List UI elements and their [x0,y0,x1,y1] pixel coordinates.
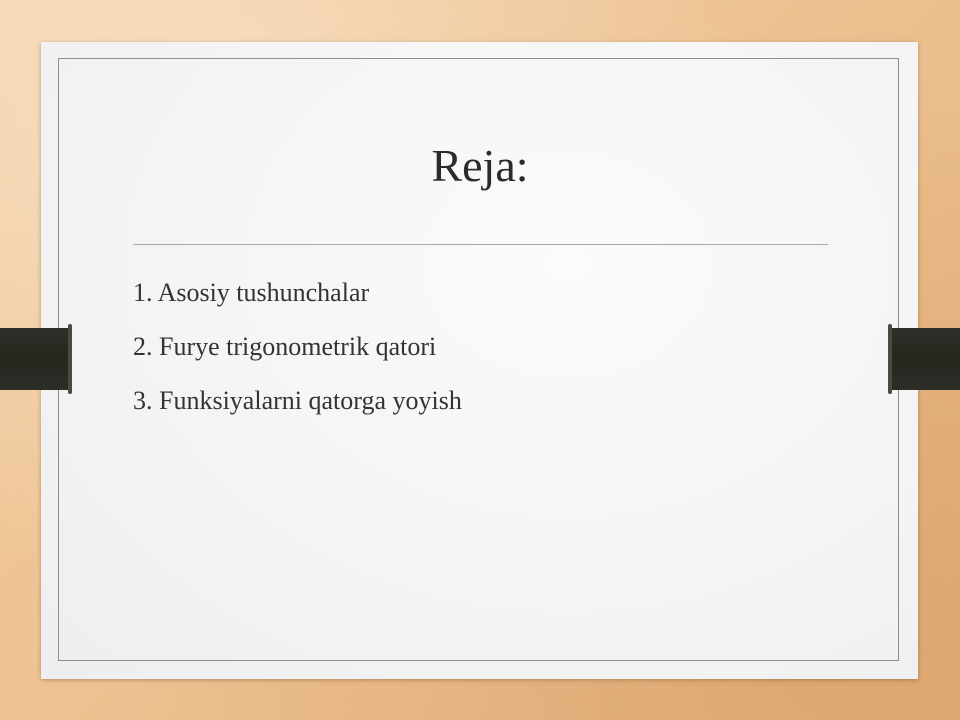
title-divider [133,244,828,245]
plan-list [133,266,813,428]
binder-clip-right [888,328,960,390]
slide-title: Reja: [431,140,529,191]
plan-item-1: 1. Asosiy tushunchalar [133,278,370,307]
plan-item-2: 2. Furye trigonometrik qatori [133,332,437,361]
plan-item-3: 3. Funksiyalarni qatorga yoyish [133,386,462,415]
binder-clip-left [0,328,72,390]
